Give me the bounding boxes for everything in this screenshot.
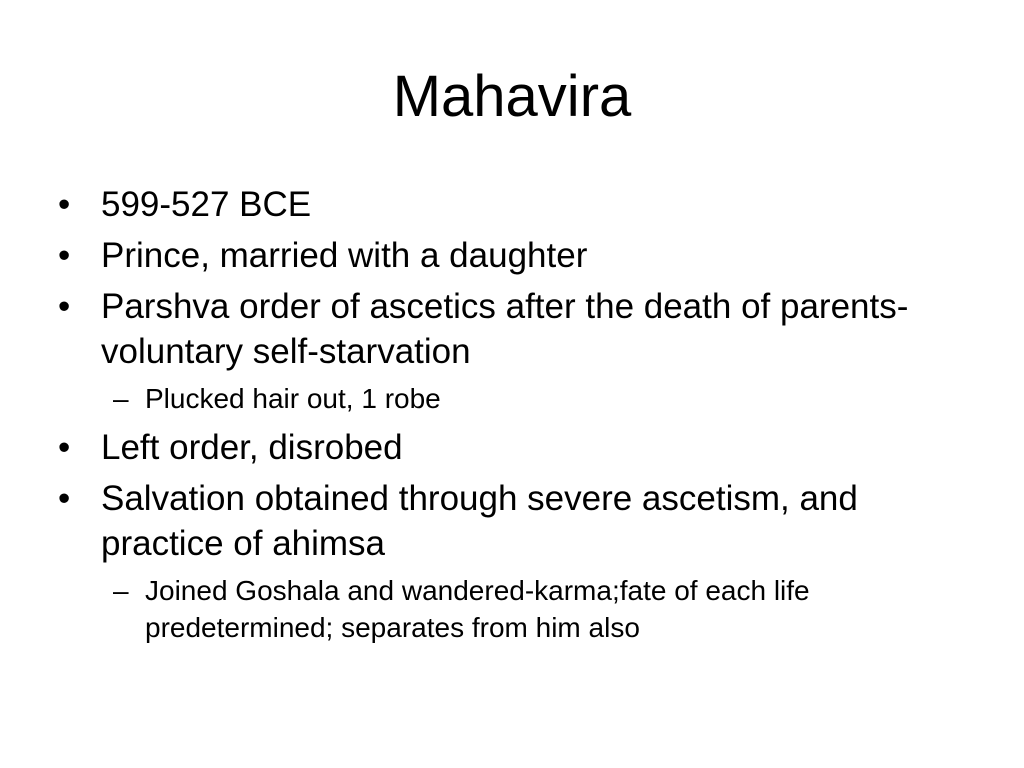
bullet-item — [58, 233, 978, 278]
bullet-dot-icon: • — [58, 287, 71, 326]
bullet-dot-icon: • — [58, 428, 71, 467]
sub-bullet-dash-icon: – — [113, 383, 129, 414]
bullet-text: Prince, married with a daughter — [101, 236, 588, 275]
sub-bullet-text: Joined Goshala and wandered-karma;fate of each life predetermined; separates from him also — [145, 575, 810, 643]
bullet-dot-icon: • — [58, 236, 71, 275]
slide-title: Mahavira — [392, 64, 632, 129]
bullet-item — [58, 476, 978, 566]
sub-bullet-dash-icon: – — [113, 575, 129, 606]
bullet-dot-icon: • — [58, 479, 71, 518]
sub-bullet-item — [58, 380, 978, 417]
bullet-text: Left order, disrobed — [101, 428, 403, 467]
bullet-item — [58, 425, 978, 470]
bullet-item — [58, 182, 978, 227]
bullet-text: 599-527 BCE — [101, 185, 312, 224]
slide-body — [58, 182, 978, 654]
bullet-text: Salvation obtained through severe ascetism, and practice of ahimsa — [101, 479, 858, 563]
sub-bullet-item — [58, 572, 978, 646]
bullet-dot-icon: • — [58, 185, 71, 224]
bullet-text: Parshva order of ascetics after the death of parents-voluntary self-starvation — [101, 287, 909, 371]
bullet-item — [58, 284, 978, 374]
sub-bullet-text: Plucked hair out, 1 robe — [145, 383, 441, 414]
